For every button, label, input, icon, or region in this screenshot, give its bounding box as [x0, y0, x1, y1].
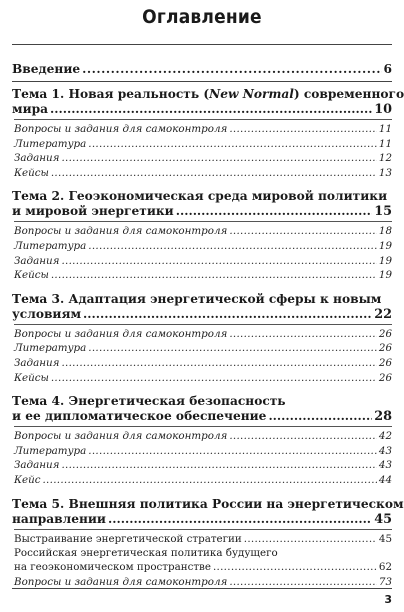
toc-page-number: 19	[378, 254, 392, 267]
toc-subentry[interactable]	[14, 560, 392, 575]
leader-dots	[88, 239, 377, 254]
toc-entry-label: на геоэкономическом пространстве	[14, 561, 211, 574]
toc-page-number: 6	[383, 62, 392, 76]
toc-subentries	[14, 324, 392, 385]
leader-dots	[82, 61, 381, 77]
toc-page-number: 26	[378, 327, 392, 340]
toc-entry-label: Задания	[14, 356, 60, 369]
leader-dots	[176, 204, 372, 219]
toc-subentry[interactable]	[14, 327, 392, 342]
toc-topic-title-line2[interactable]	[12, 102, 392, 117]
toc-entry-label: Вопросы и задания для самоконтроля	[14, 430, 228, 443]
leader-dots	[51, 166, 377, 181]
toc-subentry[interactable]	[14, 137, 392, 152]
toc-topic-1	[12, 86, 404, 180]
toc-entry-label: Кейсы	[14, 269, 49, 282]
toc-page-number: 43	[378, 459, 392, 472]
leader-dots	[88, 341, 377, 356]
toc-subentry[interactable]	[14, 341, 392, 356]
topic-title-part: Тема 1. Новая реальность (	[12, 87, 210, 101]
leader-dots	[229, 429, 377, 444]
toc-topic-title-line2[interactable]	[12, 512, 392, 527]
toc-subentry[interactable]	[14, 458, 392, 473]
toc-subentry[interactable]	[14, 429, 392, 444]
leader-dots	[108, 512, 372, 527]
toc-subentry[interactable]	[14, 268, 392, 283]
page-number: 3	[384, 593, 392, 606]
toc-entry-label: Литература	[14, 239, 87, 252]
leader-dots	[83, 307, 372, 322]
toc-subentry[interactable]	[14, 444, 392, 459]
toc-topic-title-line1[interactable]	[12, 86, 404, 102]
toc-entry-intro[interactable]	[12, 61, 392, 77]
toc-subentries	[14, 529, 392, 590]
toc-subentry[interactable]	[14, 122, 392, 137]
toc-page-number: 42	[378, 430, 392, 443]
toc-topic-title-line2[interactable]	[12, 307, 392, 322]
toc-subentries	[14, 221, 392, 282]
toc-entry-label: Вопросы и задания для самоконтроля	[14, 575, 228, 588]
divider	[12, 81, 392, 82]
toc-entry-label: Задания	[14, 254, 60, 267]
toc-subentry-line1[interactable]: Российская энергетическая политика будущего	[14, 547, 278, 560]
toc-page-number: 10	[374, 102, 392, 117]
leader-dots	[213, 560, 377, 575]
toc-topic-2	[12, 188, 392, 282]
toc-subentry[interactable]	[14, 371, 392, 386]
toc-page-number: 19	[378, 269, 392, 282]
leader-dots	[51, 268, 377, 283]
toc-subentries	[14, 426, 392, 487]
toc-topic-5	[12, 496, 404, 590]
leader-dots	[61, 356, 376, 371]
toc-entry-label: Вопросы и задания для самоконтроля	[14, 123, 228, 135]
toc-subentry[interactable]	[14, 254, 392, 269]
leader-dots	[61, 254, 376, 269]
toc-entry-label: условиям	[12, 306, 82, 321]
toc-entry-label: Кейсы	[14, 371, 49, 384]
table-of-contents	[12, 61, 404, 597]
toc-subentry[interactable]	[14, 166, 392, 181]
toc-entry-label: Литература	[14, 137, 87, 150]
toc-entry-label: Задания	[14, 152, 60, 165]
toc-entry-label: Вопросы и задания для самоконтроля	[14, 225, 228, 238]
toc-page-number: 11	[378, 123, 392, 135]
toc-entry-label: Кейс	[14, 473, 41, 486]
leader-dots	[229, 122, 377, 137]
toc-page-number: 13	[378, 166, 392, 179]
toc-entry-label: направлении	[12, 511, 106, 526]
leader-dots	[61, 151, 376, 166]
toc-subentries	[14, 119, 392, 180]
toc-page-number: 45	[378, 532, 392, 545]
leader-dots	[50, 102, 372, 117]
toc-entry-label: и мировой энергетики	[12, 204, 174, 219]
toc-topic-title-line1[interactable]: Тема 2. Геоэкономическая среда мировой политики	[12, 189, 388, 204]
toc-page-number: 43	[378, 444, 392, 457]
topic-title-part-end: ) современного	[293, 87, 404, 101]
topic-title-italic: New Normal	[209, 87, 294, 101]
toc-page-number: 15	[374, 204, 392, 220]
toc-topic-title-line1[interactable]: Тема 3. Адаптация энергетической сферы к новым	[12, 291, 382, 306]
toc-page-number: 73	[378, 575, 392, 588]
toc-entry-label: Кейсы	[14, 166, 49, 179]
toc-topic-4	[12, 393, 392, 487]
toc-page-number: 26	[378, 356, 392, 369]
toc-entry-label: Выстраивание энергетической стратегии	[14, 532, 242, 545]
leader-dots	[88, 444, 377, 459]
toc-entry-label: Литература	[14, 342, 87, 355]
toc-subentry[interactable]	[14, 224, 392, 239]
toc-subentry[interactable]	[14, 473, 392, 488]
toc-subentry[interactable]	[14, 239, 392, 254]
toc-subentry[interactable]	[14, 151, 392, 166]
toc-topic-title-line1[interactable]: Тема 5. Внешняя политика России на энергетическом	[12, 496, 404, 511]
toc-entry-label: Задания	[14, 459, 60, 472]
toc-page-number: 28	[374, 409, 392, 425]
toc-page-number: 26	[378, 342, 392, 355]
toc-topic-title-line2[interactable]	[12, 204, 392, 219]
toc-page-number: 45	[374, 511, 392, 527]
toc-entry-label: мира	[12, 102, 49, 116]
footer-rule	[12, 588, 392, 589]
leader-dots	[229, 327, 377, 342]
toc-page-number: 18	[378, 225, 392, 238]
toc-topic-title-line2[interactable]	[12, 409, 392, 424]
title-rule	[12, 44, 392, 45]
leader-dots	[244, 532, 377, 547]
leader-dots	[268, 409, 372, 424]
leader-dots	[51, 371, 377, 386]
toc-page-number: 44	[378, 473, 392, 486]
leader-dots	[42, 473, 376, 488]
toc-entry-label: Вопросы и задания для самоконтроля	[14, 327, 228, 340]
leader-dots	[61, 458, 376, 473]
toc-page-number: 19	[378, 239, 392, 252]
toc-page-number: 11	[378, 137, 392, 150]
toc-page-number: 12	[378, 152, 392, 165]
leader-dots	[229, 224, 377, 239]
page-title: Оглавление	[142, 6, 262, 28]
toc-page-number: 26	[378, 371, 392, 384]
toc-subentry[interactable]	[14, 356, 392, 371]
toc-entry-label: и ее дипломатическое обеспечение	[12, 409, 267, 424]
toc-entry-label: Литература	[14, 444, 87, 457]
leader-dots	[88, 137, 377, 152]
toc-topic-3	[12, 291, 392, 385]
toc-subentry[interactable]	[14, 532, 392, 547]
toc-topic-title-line1[interactable]: Тема 4. Энергетическая безопасность	[12, 394, 286, 409]
toc-page-number: 62	[378, 561, 392, 574]
toc-entry-label: Введение	[12, 62, 81, 76]
toc-page-number: 22	[374, 306, 392, 322]
